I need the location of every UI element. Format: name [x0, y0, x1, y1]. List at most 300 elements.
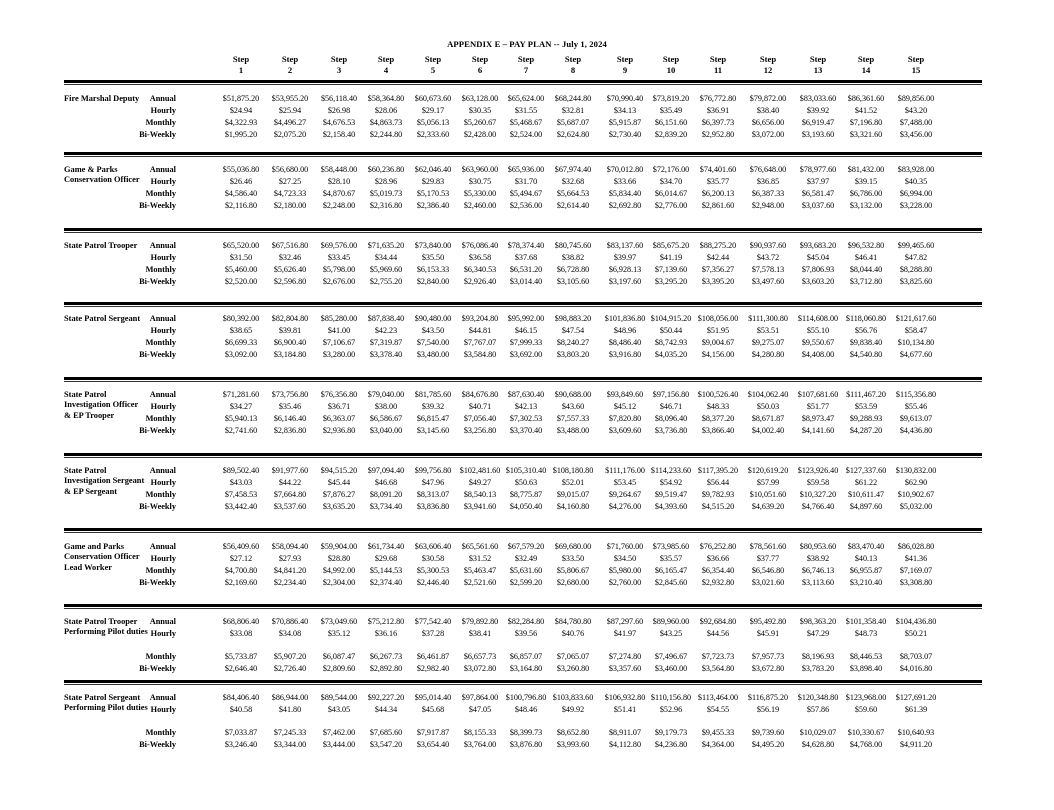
pay-cell: $113,464.00 [697, 693, 739, 702]
pay-cell: $3,916.80 [608, 350, 642, 359]
pay-cell: $39.92 [806, 106, 830, 115]
pay-cell: $2,839.20 [654, 130, 688, 139]
pay-row-bi-weekly [0, 577, 1054, 589]
pay-cell: $78,561.60 [749, 542, 787, 551]
pay-cell: $51.77 [806, 402, 830, 411]
pay-cell: $61.22 [854, 478, 878, 487]
pay-cell: $102,481.60 [459, 466, 501, 475]
pay-period-label: Monthly [145, 728, 176, 737]
pay-cell: $8,240.27 [556, 338, 590, 347]
pay-cell: $7,169.07 [899, 566, 933, 575]
pay-cell: $6,087.47 [322, 652, 356, 661]
pay-period-label: Bi-Weekly [139, 277, 176, 286]
pay-cell: $9,838.40 [849, 338, 883, 347]
pay-cell: $80,745.60 [554, 241, 592, 250]
pay-cell: $38.00 [374, 402, 398, 411]
pay-period-label: Hourly [150, 106, 176, 115]
pay-cell: $4,723.33 [273, 189, 307, 198]
pay-cell: $6,955.87 [849, 566, 883, 575]
pay-cell: $8,775.87 [509, 490, 543, 499]
pay-cell: $2,892.80 [369, 664, 403, 673]
pay-cell: $73,985.60 [652, 542, 690, 551]
pay-period-label: Monthly [145, 414, 176, 423]
pay-cell: $92,227.20 [367, 693, 405, 702]
pay-cell: $6,397.73 [701, 118, 735, 127]
pay-cell: $2,776.00 [654, 201, 688, 210]
pay-cell: $3,584.80 [463, 350, 497, 359]
pay-cell: $88,275.20 [699, 241, 737, 250]
pay-cell: $10,029.07 [799, 728, 837, 737]
step-header-label: Step [424, 54, 442, 64]
pay-cell: $43.03 [229, 478, 253, 487]
pay-cell: $42.23 [374, 326, 398, 335]
pay-cell: $32.81 [561, 106, 585, 115]
step-header-number: 11 [713, 65, 723, 75]
pay-cell: $58.47 [904, 326, 928, 335]
pay-period-label: Hourly [150, 478, 176, 487]
pay-cell: $55,036.80 [222, 165, 260, 174]
position-title-line: State Patrol Trooper [64, 241, 138, 250]
pay-cell: $10,134.80 [897, 338, 935, 347]
pay-cell: $32.68 [561, 177, 585, 186]
pay-cell: $10,330.67 [847, 728, 885, 737]
pay-cell: $53.59 [854, 402, 878, 411]
pay-cell: $4,676.53 [322, 118, 356, 127]
pay-row-annual [0, 313, 1054, 325]
pay-cell: $87,630.40 [507, 390, 545, 399]
pay-cell: $70,990.40 [606, 94, 644, 103]
pay-cell: $3,357.60 [608, 664, 642, 673]
pay-cell: $3,609.60 [608, 426, 642, 435]
pay-cell: $2,520.00 [224, 277, 258, 286]
pay-cell: $8,703.07 [899, 652, 933, 661]
pay-cell: $65,936.00 [507, 165, 545, 174]
pay-cell: $100,796.80 [505, 693, 547, 702]
pay-period-label: Monthly [145, 338, 176, 347]
pay-period-label: Hourly [150, 177, 176, 186]
pay-cell: $127,691.20 [895, 693, 937, 702]
section-divider [64, 377, 982, 380]
pay-cell: $85,675.20 [652, 241, 690, 250]
pay-cell: $76,648.00 [749, 165, 787, 174]
step-header-number: 2 [287, 65, 293, 75]
step-header-number: 6 [477, 65, 483, 75]
pay-cell: $43.05 [327, 705, 351, 714]
pay-cell: $2,428.00 [463, 130, 497, 139]
pay-period-label: Annual [149, 542, 176, 551]
pay-cell: $7,033.87 [224, 728, 258, 737]
pay-row-bi-weekly [0, 349, 1054, 361]
pay-cell: $121,617.60 [895, 314, 937, 323]
pay-cell: $3,378.40 [369, 350, 403, 359]
pay-row-bi-weekly [0, 501, 1054, 513]
pay-cell: $114,608.00 [797, 314, 839, 323]
position-title-line: Game and Parks [64, 542, 125, 551]
pay-cell: $33.45 [327, 253, 351, 262]
pay-cell: $2,158.40 [322, 130, 356, 139]
pay-cell: $6,387.33 [751, 189, 785, 198]
pay-cell: $38.41 [468, 629, 492, 638]
pay-cell: $6,146.40 [273, 414, 307, 423]
pay-cell: $8,313.07 [416, 490, 450, 499]
pay-cell: $34.13 [613, 106, 637, 115]
pay-row-annual [0, 164, 1054, 176]
pay-cell: $3,635.20 [322, 502, 356, 511]
pay-cell: $111,300.80 [748, 314, 788, 323]
pay-cell: $71,635.20 [367, 241, 405, 250]
pay-cell: $27.25 [278, 177, 302, 186]
pay-cell: $3,764.00 [463, 740, 497, 749]
pay-cell: $3,260.80 [556, 664, 590, 673]
pay-cell: $58,364.80 [367, 94, 405, 103]
pay-cell: $2,926.40 [463, 277, 497, 286]
pay-cell: $65,520.00 [222, 241, 260, 250]
pay-cell: $2,234.40 [273, 578, 307, 587]
pay-cell: $2,982.40 [416, 664, 450, 673]
pay-cell: $7,139.60 [654, 265, 688, 274]
position-title-line: State Patrol [64, 466, 107, 475]
pay-cell: $79,872.00 [749, 94, 787, 103]
pay-cell: $48.33 [706, 402, 730, 411]
pay-cell: $2,536.00 [509, 201, 543, 210]
pay-period-label: Annual [149, 314, 176, 323]
section-divider-thin [64, 532, 982, 533]
pay-cell: $7,999.33 [509, 338, 543, 347]
pay-cell: $30.35 [468, 106, 492, 115]
pay-cell: $5,733.87 [224, 652, 258, 661]
pay-cell: $86,944.00 [271, 693, 309, 702]
pay-row-hourly [0, 553, 1054, 565]
pay-cell: $5,626.40 [273, 265, 307, 274]
pay-cell: $3,164.80 [509, 664, 543, 673]
pay-cell: $27.93 [278, 554, 302, 563]
pay-cell: $82,804.80 [271, 314, 309, 323]
pay-cell: $62.90 [904, 478, 928, 487]
pay-cell: $2,333.60 [416, 130, 450, 139]
pay-period-label: Bi-Weekly [139, 740, 176, 749]
pay-cell: $79,892.80 [461, 617, 499, 626]
pay-cell: $44.22 [278, 478, 302, 487]
pay-cell: $84,406.40 [222, 693, 260, 702]
pay-cell: $3,712.80 [849, 277, 883, 286]
pay-cell: $3,370.40 [509, 426, 543, 435]
pay-period-label: Annual [149, 241, 176, 250]
step-header-number: 3 [336, 65, 342, 75]
pay-cell: $41.19 [659, 253, 683, 262]
pay-cell: $3,132.00 [849, 201, 883, 210]
pay-cell: $3,460.00 [654, 664, 688, 673]
pay-cell: $55.10 [806, 326, 830, 335]
pay-cell: $24.94 [229, 106, 253, 115]
position-title-line: & EP Trooper [64, 410, 115, 420]
pay-cell: $9,275.07 [751, 338, 785, 347]
pay-cell: $93,683.20 [799, 241, 837, 250]
pay-cell: $2,809.60 [322, 664, 356, 673]
pay-cell: $34.27 [229, 402, 253, 411]
pay-cell: $68,244.80 [554, 94, 592, 103]
pay-cell: $47.82 [904, 253, 928, 262]
pay-cell: $33.50 [561, 554, 585, 563]
pay-cell: $80,953.60 [799, 542, 837, 551]
pay-cell: $3,654.40 [416, 740, 450, 749]
pay-cell: $8,399.73 [509, 728, 543, 737]
pay-cell: $58,094.40 [271, 542, 309, 551]
pay-cell: $5,980.00 [608, 566, 642, 575]
pay-cell: $50.63 [514, 478, 538, 487]
pay-cell: $44.56 [706, 629, 730, 638]
pay-cell: $4,112.80 [608, 740, 642, 749]
pay-cell: $5,969.60 [369, 265, 403, 274]
pay-cell: $7,876.27 [322, 490, 356, 499]
pay-cell: $28.96 [374, 177, 398, 186]
pay-cell: $6,581.47 [801, 189, 835, 198]
pay-row-annual [0, 616, 1054, 628]
pay-cell: $6,919.47 [801, 118, 835, 127]
pay-row-bi-weekly [0, 663, 1054, 675]
pay-cell: $99,465.60 [897, 241, 935, 250]
section-divider [64, 680, 982, 683]
position-title-line: Conservation Officer [64, 175, 140, 185]
pay-cell: $6,815.47 [416, 414, 450, 423]
pay-cell: $34.08 [278, 629, 302, 638]
pay-cell: $2,304.00 [322, 578, 356, 587]
pay-cell: $57.99 [756, 478, 780, 487]
pay-cell: $56,409.60 [222, 542, 260, 551]
pay-cell: $3,480.00 [416, 350, 450, 359]
pay-cell: $2,952.80 [701, 130, 735, 139]
pay-cell: $98,883.20 [554, 314, 592, 323]
pay-cell: $8,742.93 [654, 338, 688, 347]
pay-cell: $2,840.00 [416, 277, 450, 286]
pay-cell: $9,739.60 [751, 728, 785, 737]
pay-cell: $60,236.80 [367, 165, 405, 174]
pay-cell: $47.05 [468, 705, 492, 714]
pay-cell: $38.65 [229, 326, 253, 335]
pay-cell: $7,458.53 [224, 490, 258, 499]
pay-cell: $2,524.00 [509, 130, 543, 139]
pay-cell: $2,180.00 [273, 201, 307, 210]
pay-cell: $2,169.60 [224, 578, 258, 587]
pay-cell: $39.97 [613, 253, 637, 262]
pay-cell: $61.39 [904, 705, 928, 714]
pay-cell: $5,260.67 [463, 118, 497, 127]
pay-cell: $2,521.60 [463, 578, 497, 587]
pay-cell: $30.58 [421, 554, 445, 563]
pay-cell: $7,196.80 [849, 118, 883, 127]
pay-cell: $5,915.87 [608, 118, 642, 127]
pay-period-label: Monthly [145, 265, 176, 274]
step-header-label: Step [232, 54, 250, 64]
pay-cell: $3,456.00 [899, 130, 933, 139]
pay-cell: $3,021.60 [751, 578, 785, 587]
pay-cell: $87,838.40 [367, 314, 405, 323]
pay-cell: $78,374.40 [507, 241, 545, 250]
pay-cell: $86,028.80 [897, 542, 935, 551]
pay-cell: $8,911.07 [608, 728, 642, 737]
pay-cell: $6,153.33 [416, 265, 450, 274]
pay-cell: $120,619.20 [747, 466, 789, 475]
pay-cell: $4,156.00 [701, 350, 735, 359]
pay-cell: $6,151.60 [654, 118, 688, 127]
pay-cell: $45.91 [756, 629, 780, 638]
pay-cell: $99,756.80 [414, 466, 452, 475]
pay-cell: $3,692.00 [509, 350, 543, 359]
pay-cell: $46.71 [659, 402, 683, 411]
pay-cell: $7,488.00 [899, 118, 933, 127]
pay-cell: $47.29 [806, 629, 830, 638]
pay-cell: $6,728.80 [556, 265, 590, 274]
pay-cell: $3,836.80 [416, 502, 450, 511]
pay-cell: $3,395.20 [701, 277, 735, 286]
position-title-line: Investigation Officer [64, 400, 139, 410]
pay-cell: $39.81 [278, 326, 302, 335]
pay-row-monthly [0, 117, 1054, 129]
pay-period-label: Hourly [150, 554, 176, 563]
pay-period-label: Bi-Weekly [139, 130, 176, 139]
pay-cell: $35.12 [327, 629, 351, 638]
pay-cell: $84,780.80 [554, 617, 592, 626]
pay-cell: $76,772.80 [699, 94, 737, 103]
pay-cell: $4,677.60 [899, 350, 933, 359]
pay-cell: $40.35 [904, 177, 928, 186]
pay-cell: $3,040.00 [369, 426, 403, 435]
pay-cell: $36.85 [756, 177, 780, 186]
pay-cell: $4,016.80 [899, 664, 933, 673]
pay-cell: $56.76 [854, 326, 878, 335]
pay-cell: $4,364.00 [701, 740, 735, 749]
pay-cell: $7,319.87 [369, 338, 403, 347]
step-header-label: Step [662, 54, 680, 64]
pay-period-label: Annual [149, 165, 176, 174]
pay-cell: $5,032.00 [899, 502, 933, 511]
pay-cell: $69,576.00 [320, 241, 358, 250]
pay-cell: $3,092.00 [224, 350, 258, 359]
pay-cell: $3,344.00 [273, 740, 307, 749]
pay-cell: $2,075.20 [273, 130, 307, 139]
pay-cell: $6,657.73 [463, 652, 497, 661]
pay-cell: $91,977.60 [271, 466, 309, 475]
pay-cell: $33.66 [613, 177, 637, 186]
pay-cell: $5,300.53 [416, 566, 450, 575]
pay-cell: $7,664.80 [273, 490, 307, 499]
pay-cell: $59,904.00 [320, 542, 358, 551]
pay-row-hourly [0, 704, 1054, 716]
pay-cell: $120,348.80 [797, 693, 839, 702]
pay-cell: $73,840.00 [414, 241, 452, 250]
pay-cell: $35.50 [421, 253, 445, 262]
pay-cell: $7,578.13 [751, 265, 785, 274]
pay-cell: $7,245.33 [273, 728, 307, 737]
pay-row-monthly [0, 651, 1054, 663]
pay-cell: $32.46 [278, 253, 302, 262]
pay-cell: $29.68 [374, 554, 398, 563]
pay-cell: $5,056.13 [416, 118, 450, 127]
position-title-line: & EP Sergeant [64, 486, 118, 496]
pay-cell: $3,497.60 [751, 277, 785, 286]
step-header-label: Step [709, 54, 727, 64]
pay-cell: $9,613.07 [899, 414, 933, 423]
pay-row-bi-weekly [0, 129, 1054, 141]
pay-cell: $6,363.07 [322, 414, 356, 423]
pay-cell: $9,550.67 [801, 338, 835, 347]
pay-cell: $74,401.60 [699, 165, 737, 174]
pay-cell: $48.46 [514, 705, 538, 714]
pay-cell: $2,741.60 [224, 426, 258, 435]
pay-row-hourly [0, 252, 1054, 264]
pay-cell: $5,798.00 [322, 265, 356, 274]
pay-cell: $35.49 [659, 106, 683, 115]
pay-row-hourly [0, 176, 1054, 188]
pay-cell: $31.55 [514, 106, 538, 115]
pay-cell: $41.36 [904, 554, 928, 563]
pay-cell: $6,994.00 [899, 189, 933, 198]
pay-cell: $97,156.80 [652, 390, 690, 399]
pay-cell: $84,676.80 [461, 390, 499, 399]
pay-cell: $7,496.67 [654, 652, 688, 661]
pay-cell: $8,540.13 [463, 490, 497, 499]
section-divider-thin [64, 457, 982, 458]
pay-cell: $2,676.00 [322, 277, 356, 286]
pay-cell: $9,015.07 [556, 490, 590, 499]
pay-cell: $71,281.60 [222, 390, 260, 399]
pay-cell: $8,288.80 [899, 265, 933, 274]
pay-cell: $38.40 [756, 106, 780, 115]
step-header-label: Step [330, 54, 348, 64]
pay-cell: $76,086.40 [461, 241, 499, 250]
pay-cell: $56.44 [706, 478, 730, 487]
pay-cell: $111,176.00 [605, 466, 645, 475]
pay-row-monthly [0, 486, 1054, 501]
pay-cell: $130,832.00 [895, 466, 937, 475]
pay-row-monthly [0, 264, 1054, 276]
pay-cell: $60,673.60 [414, 94, 452, 103]
pay-cell: $4,515.20 [701, 502, 735, 511]
pay-cell: $4,393.60 [654, 502, 688, 511]
step-header-number: 9 [622, 65, 628, 75]
pay-cell: $3,184.80 [273, 350, 307, 359]
pay-period-label: Hourly [150, 402, 176, 411]
pay-cell: $9,264.67 [608, 490, 642, 499]
pay-cell: $118,060.80 [845, 314, 887, 323]
step-header-number: 15 [911, 65, 921, 75]
pay-cell: $31.70 [514, 177, 538, 186]
pay-cell: $108,056.00 [697, 314, 739, 323]
pay-period-label: Monthly [145, 118, 176, 127]
pay-row-annual [0, 93, 1054, 105]
pay-cell: $93,849.60 [606, 390, 644, 399]
pay-cell: $5,460.00 [224, 265, 258, 274]
pay-cell: $6,699.33 [224, 338, 258, 347]
pay-cell: $4,911.20 [899, 740, 933, 749]
pay-cell: $48.73 [854, 629, 878, 638]
pay-cell: $38.92 [806, 554, 830, 563]
step-header-label: Step [809, 54, 827, 64]
pay-cell: $3,105.60 [556, 277, 590, 286]
pay-cell: $40.71 [468, 402, 492, 411]
pay-cell: $3,803.20 [556, 350, 590, 359]
pay-cell: $63,128.00 [461, 94, 499, 103]
pay-cell: $4,236.80 [654, 740, 688, 749]
section-divider-thin [64, 84, 982, 85]
pay-cell: $7,723.73 [701, 652, 735, 661]
pay-cell: $69,680.00 [554, 542, 592, 551]
pay-cell: $82,284.80 [507, 617, 545, 626]
pay-cell: $73,756.80 [271, 390, 309, 399]
pay-cell: $63,960.00 [461, 165, 499, 174]
pay-cell: $73,049.60 [320, 617, 358, 626]
step-header-number: 14 [861, 65, 871, 75]
pay-cell: $40.13 [854, 554, 878, 563]
